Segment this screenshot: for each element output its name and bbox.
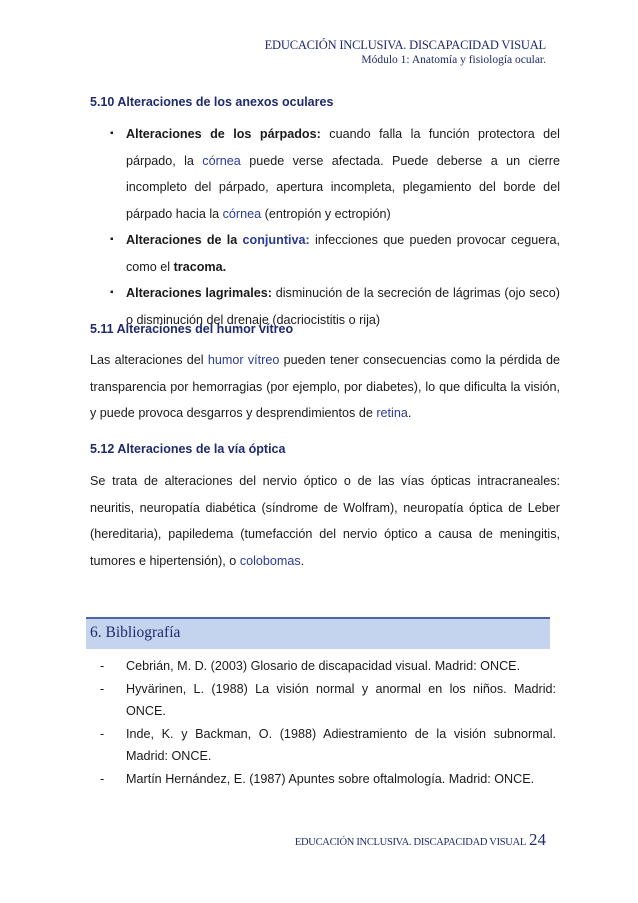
section-5-10-heading: 5.10 Alteraciones de los anexos oculares <box>90 95 334 109</box>
para-text: Se trata de alteraciones del nervio óptico o de las vías ópticas intracraneales: neuritis, neuropatía diabética (síndrome de Wolfram), neuropatía óptica de Leber (hereditaria), papiledema (tumefacción del nervio óptico a causa de meningitis, tumores e hipertensión), o <box>90 474 560 568</box>
item-text: (entropión y ectropión) <box>261 206 391 221</box>
dash-bullet: - <box>100 726 105 741</box>
dash-bullet: - <box>100 771 105 786</box>
colobomas-link[interactable]: colobomas <box>239 553 301 568</box>
item-label: Alteraciones lagrimales: <box>126 286 272 300</box>
list-item <box>90 227 560 280</box>
page-number: 24 <box>529 830 546 849</box>
anexos-list <box>90 121 560 333</box>
bibliography-item <box>96 678 556 723</box>
item-text: infecciones que pueden provocar ceguera, como el <box>126 233 561 274</box>
conjuntiva-link[interactable]: conjuntiva: <box>242 233 310 247</box>
header-subtitle: Módulo 1: Anatomía y fisiología ocular. <box>361 54 546 66</box>
section-5-12-heading: 5.12 Alteraciones de la vía óptica <box>90 442 286 456</box>
bibliography-text: Martín Hernández, E. (1987) Apuntes sobre oftalmología. Madrid: ONCE. <box>126 771 535 786</box>
bibliography-heading-bar <box>86 617 550 649</box>
page-footer <box>295 830 546 850</box>
para-text: . <box>407 406 412 420</box>
bibliography-list <box>96 655 556 790</box>
humor-vitreo-link[interactable]: humor vítreo <box>207 353 280 367</box>
bibliography-text: Hyvärinen, L. (1988) La visión normal y anormal en los niños. Madrid: ONCE. <box>126 681 556 718</box>
item-text: puede verse afectada. Puede deberse a un cierre incompleto del párpado, apertura incompleta, plegamiento del borde del párpado hacia la <box>126 153 560 221</box>
header-title: EDUCACIÓN INCLUSIVA. DISCAPACIDAD VISUAL <box>264 38 546 52</box>
bullet-icon: ▪ <box>110 287 114 298</box>
para-text: Las alteraciones del <box>90 353 208 367</box>
item-text: disminución de la secreción de lágrimas (ojo seco) o disminución del drenaje (dacriocistitis o rija) <box>126 286 560 327</box>
para-text: . <box>300 553 305 568</box>
bibliography-item <box>96 655 556 678</box>
dash-bullet: - <box>100 659 105 673</box>
section-5-12-paragraph <box>90 468 560 574</box>
item-label: Alteraciones de la <box>126 233 243 247</box>
dash-bullet: - <box>100 681 105 696</box>
list-item <box>90 121 560 227</box>
page-header <box>265 38 546 68</box>
section-5-11-paragraph <box>90 347 560 427</box>
cornea-link[interactable]: córnea <box>202 153 241 168</box>
bullet-icon: ▪ <box>110 128 114 139</box>
section-5-11-heading: 5.11 Alteraciones del humor vítreo <box>90 322 294 336</box>
item-label: Alteraciones de los párpados: <box>126 127 321 141</box>
tracoma-term: tracoma. <box>173 259 227 274</box>
item-text: cuando falla la función protectora del párpado, la <box>126 127 560 168</box>
bullet-icon: ▪ <box>110 234 114 245</box>
cornea-link[interactable]: córnea <box>222 206 262 221</box>
bibliography-item <box>96 723 556 768</box>
bibliography-text: Cebrián, M. D. (2003) Glosario de discapacidad visual. Madrid: ONCE. <box>126 659 521 673</box>
bibliography-item <box>96 768 556 791</box>
footer-title: EDUCACIÓN INCLUSIVA. DISCAPACIDAD VISUAL <box>294 837 526 848</box>
retina-link[interactable]: retina <box>376 406 408 420</box>
para-text: pueden tener consecuencias como la pérdida de transparencia por hemorragias (por ejemplo, por diabetes), lo que dificulta la visión, y puede provoca desgarros y desprendimientos de <box>90 353 560 420</box>
bibliography-text: Inde, K. y Backman, O. (1988) Adiestramiento de la visión subnormal. Madrid: ONCE. <box>126 726 556 763</box>
bibliography-heading: 6. Bibliografía <box>90 624 181 641</box>
